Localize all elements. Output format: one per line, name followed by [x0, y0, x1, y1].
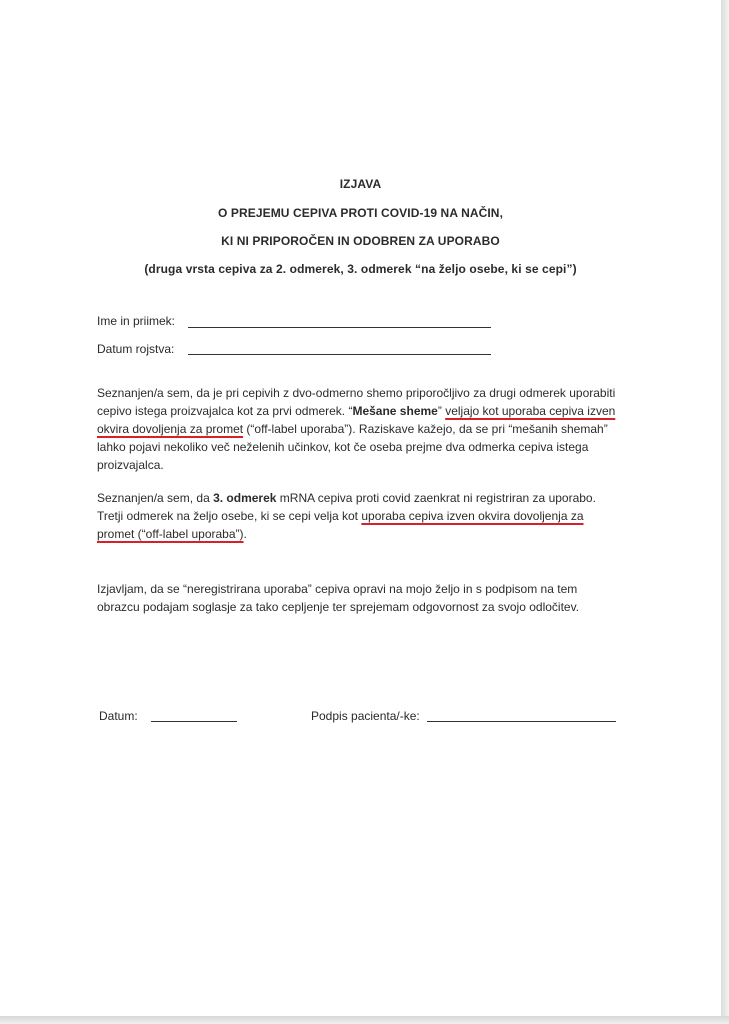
paragraph-2-text-a: Seznanjen/a sem, da	[97, 491, 214, 505]
paragraph-2-text-c: .	[243, 527, 247, 541]
document-subtitle-line-2: KI NI PRIPOROČEN IN ODOBREN ZA UPORABO	[221, 234, 500, 248]
patient-signature-label: Podpis pacienta/-ke:	[311, 709, 420, 723]
birthdate-field-line[interactable]	[188, 354, 491, 355]
page-edge-bottom	[0, 1016, 729, 1024]
name-field-label: Ime in priimek:	[97, 314, 176, 328]
paragraph-1-text-b: ”	[437, 404, 446, 418]
paragraph-1-text-c: (“off-label uporaba”). Raziskave kažejo, da se pri “mešanih shemah” lahko pojavi nekoliko več neželenih učinkov, kot če oseba prejme dva odmerka cepiva istega proizvajalca.	[97, 422, 608, 472]
paragraph-2-red-underline: uporaba cepiva izven okvira dovoljenja za promet (“off-label uporaba”)	[97, 509, 584, 541]
paragraph-third-dose	[97, 489, 622, 543]
paragraph-mixed-schemes	[97, 384, 622, 474]
page-edge-right	[721, 0, 729, 1024]
birthdate-field-label: Datum rojstva:	[97, 342, 175, 356]
paragraph-1-bold: Mešane sheme	[352, 404, 438, 418]
paragraph-consent: Izjavljam, da se “neregistrirana uporaba” cepiva opravi na mojo željo in s podpisom na tem obrazcu podajam soglasje za tako cepljenje ter sprejemam odgovornost za svojo odločitev.	[97, 582, 580, 614]
document-title: IZJAVA	[339, 177, 382, 191]
paragraph-1-text-a: Seznanjen/a sem, da je pri cepivih z dvo-odmerno shemo priporočljivo za drugi odmerek uporabiti cepivo istega proizvajalca kot za prvi odmerek. “	[97, 386, 616, 418]
date-label: Datum:	[99, 709, 138, 723]
paragraph-1-red-underline: veljajo kot uporaba cepiva izven okvira dovoljenja za promet	[97, 404, 616, 436]
paragraph-2-bold: 3. odmerek	[213, 491, 277, 505]
name-field-line[interactable]	[188, 327, 491, 328]
patient-signature-line[interactable]	[427, 721, 616, 722]
date-line[interactable]	[151, 721, 237, 722]
document-subtitle-note: (druga vrsta cepiva za 2. odmerek, 3. odmerek “na željo osebe, ki se cepi”)	[144, 262, 577, 276]
document-subtitle-line-1: O PREJEMU CEPIVA PROTI COVID-19 NA NAČIN,	[217, 206, 504, 220]
paragraph-2-text-b: mRNA cepiva proti covid zaenkrat ni registriran za uporabo. Tretji odmerek na željo osebe, ki se cepi velja kot	[97, 491, 596, 523]
